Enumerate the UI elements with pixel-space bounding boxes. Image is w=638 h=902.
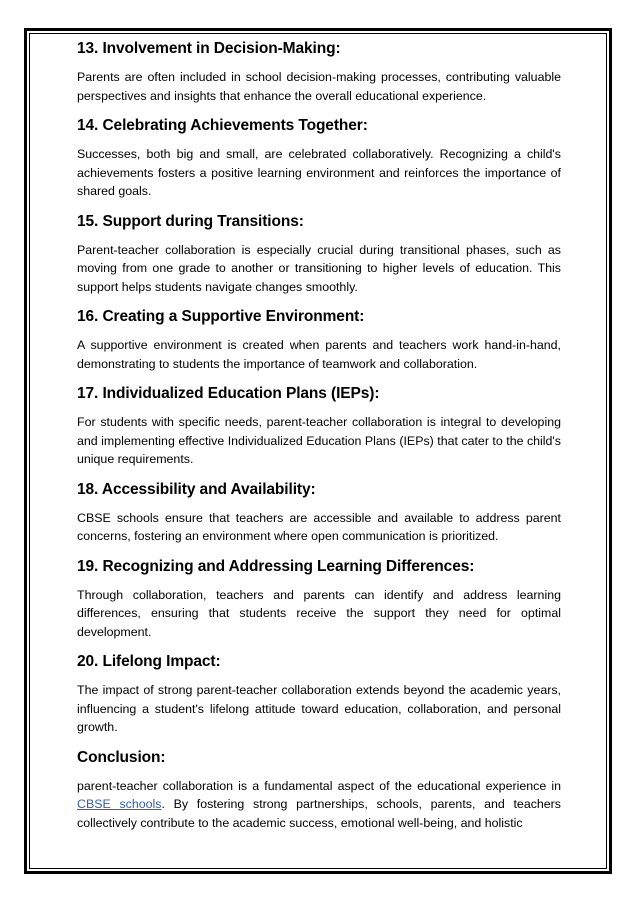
section-body: Parent-teacher collaboration is especially crucial during transitional phases, such as moving from one grade to another or transitioning to higher levels of education. This support helps students navigate changes smoothly. (77, 242, 561, 294)
section-body: Through collaboration, teachers and parents can identify and address learning differences, ensuring that students receive the support they need for optimal development. (77, 587, 561, 639)
cbse-schools-link[interactable]: CBSE schools (77, 797, 162, 811)
section-heading: 15. Support during Transitions: (77, 212, 304, 230)
section-body: CBSE schools ensure that teachers are accessible and available to address parent concerns, fostering an environment where open communication is prioritized. (77, 510, 561, 543)
section-heading: 19. Recognizing and Addressing Learning Differences: (77, 557, 475, 575)
section-heading: 18. Accessibility and Availability: (77, 480, 316, 498)
section-heading: 17. Individualized Education Plans (IEPs): (77, 385, 380, 402)
section-body: For students with specific needs, parent-teacher collaboration is integral to developing and implementing effective Individualized Education Plans (IEPs) that cater to the child's unique requirements. (77, 415, 561, 466)
section-heading: 13. Involvement in Decision-Making: (77, 40, 341, 57)
section-16 (77, 306, 561, 373)
section-20 (77, 651, 561, 737)
section-body: Parents are often included in school decision-making processes, contributing valuable perspectives and insights that enhance the overall educational experience. (77, 70, 561, 103)
document-content (77, 36, 561, 832)
section-15 (77, 211, 561, 297)
section-14 (77, 115, 561, 201)
section-heading: 14. Celebrating Achievements Together: (77, 117, 368, 134)
section-19 (77, 556, 561, 642)
conclusion-text-after-link: . By fostering strong partnerships, schools, parents, and teachers collectively contribute to the academic success, emotional well-being, and holistic (77, 797, 562, 830)
section-18 (77, 479, 561, 546)
section-heading: 20. Lifelong Impact: (77, 653, 221, 670)
conclusion-section (77, 747, 561, 833)
section-body: Successes, both big and small, are celebrated collaboratively. Recognizing a child's achievements fosters a positive learning environment and reinforces the importance of shared goals. (77, 147, 561, 198)
section-13 (77, 38, 561, 105)
section-heading: 16. Creating a Supportive Environment: (77, 308, 365, 325)
conclusion-body (77, 777, 561, 833)
conclusion-text-before-link: parent-teacher collaboration is a fundamental aspect of the educational experience in (77, 778, 561, 793)
conclusion-heading: Conclusion: (77, 748, 166, 766)
section-body: A supportive environment is created when parents and teachers work hand-in-hand, demonstrating to students the importance of teamwork and collaboration. (77, 338, 561, 371)
section-17 (77, 383, 561, 469)
section-body: The impact of strong parent-teacher collaboration extends beyond the academic years, influencing a student's lifelong attitude toward education, collaboration, and personal growth. (77, 683, 561, 734)
